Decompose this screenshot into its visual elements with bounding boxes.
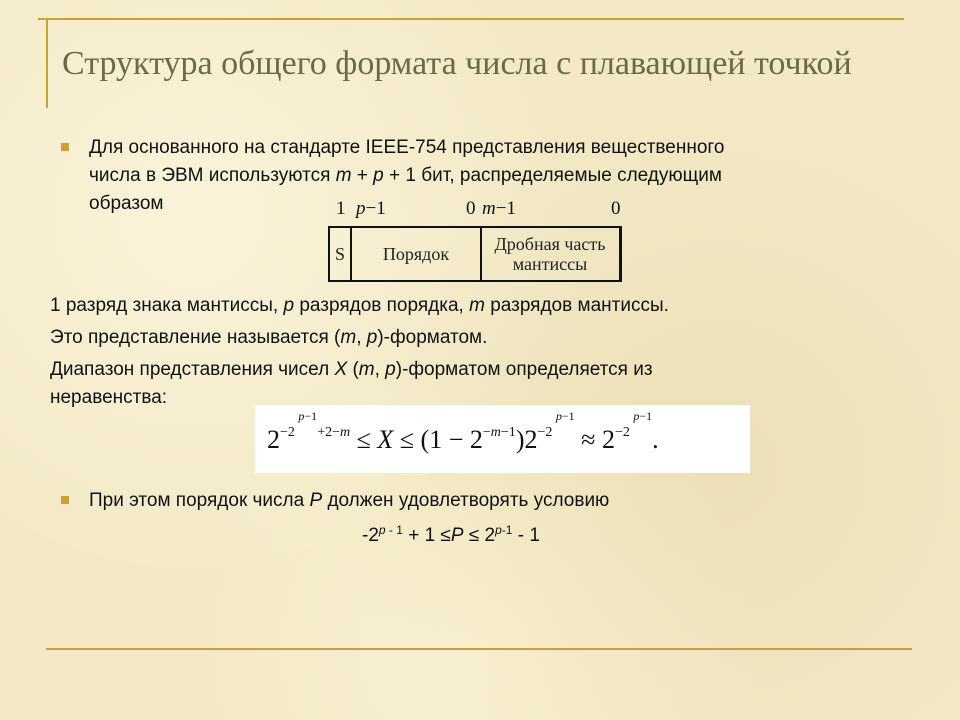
left-rule — [46, 18, 48, 108]
bullet-marker — [61, 143, 69, 151]
bullet-marker — [61, 496, 69, 504]
exponent-condition: $-2^{p - 1} + 1 \le P \le 2^{p-1} - 1$ — [362, 523, 540, 546]
line-1: 1 разряд знака мантиссы, p разрядов порядка, m разрядов мантиссы. — [50, 295, 669, 316]
line-3: Диапазон представления чисел X (m, p)-форматом определяется из неравенства: — [50, 359, 653, 408]
bit-label: 0 — [611, 198, 621, 219]
top-rule — [38, 18, 904, 20]
line-2: Это представление называется (m, p)-форматом. — [50, 327, 488, 348]
format-diagram — [328, 226, 622, 282]
exponent-cell: Порядок — [382, 244, 450, 264]
slide-title: Структура общего формата числа с плавающей точкой — [62, 45, 852, 82]
bit-label: 1 — [336, 198, 346, 219]
range-formula — [255, 405, 750, 473]
bottom-rule — [46, 648, 912, 650]
formula-text: $2^{-2 p-1+2-m} \le X \le (1 - 2^{-m-1})2^{-2 p-1} \approx 2^{-2 p-1}$. — [267, 409, 659, 454]
mantissa-cell: Дробная часть мантиссы — [494, 234, 606, 274]
sign-cell: S — [334, 244, 345, 264]
bullet-1-text: Для основанного на стандарте IEEE-754 представления вещественного числа в ЭВМ используются m + p + 1 бит, распределяемые следующим образом — [89, 137, 725, 214]
bullet-2-text: При этом порядок числа P должен удовлетворять условию — [89, 490, 610, 511]
bit-label: m−1 — [482, 198, 516, 219]
cell-divider — [480, 228, 482, 280]
bit-label: p−1 — [356, 198, 386, 219]
bit-label: 0 — [466, 198, 476, 219]
